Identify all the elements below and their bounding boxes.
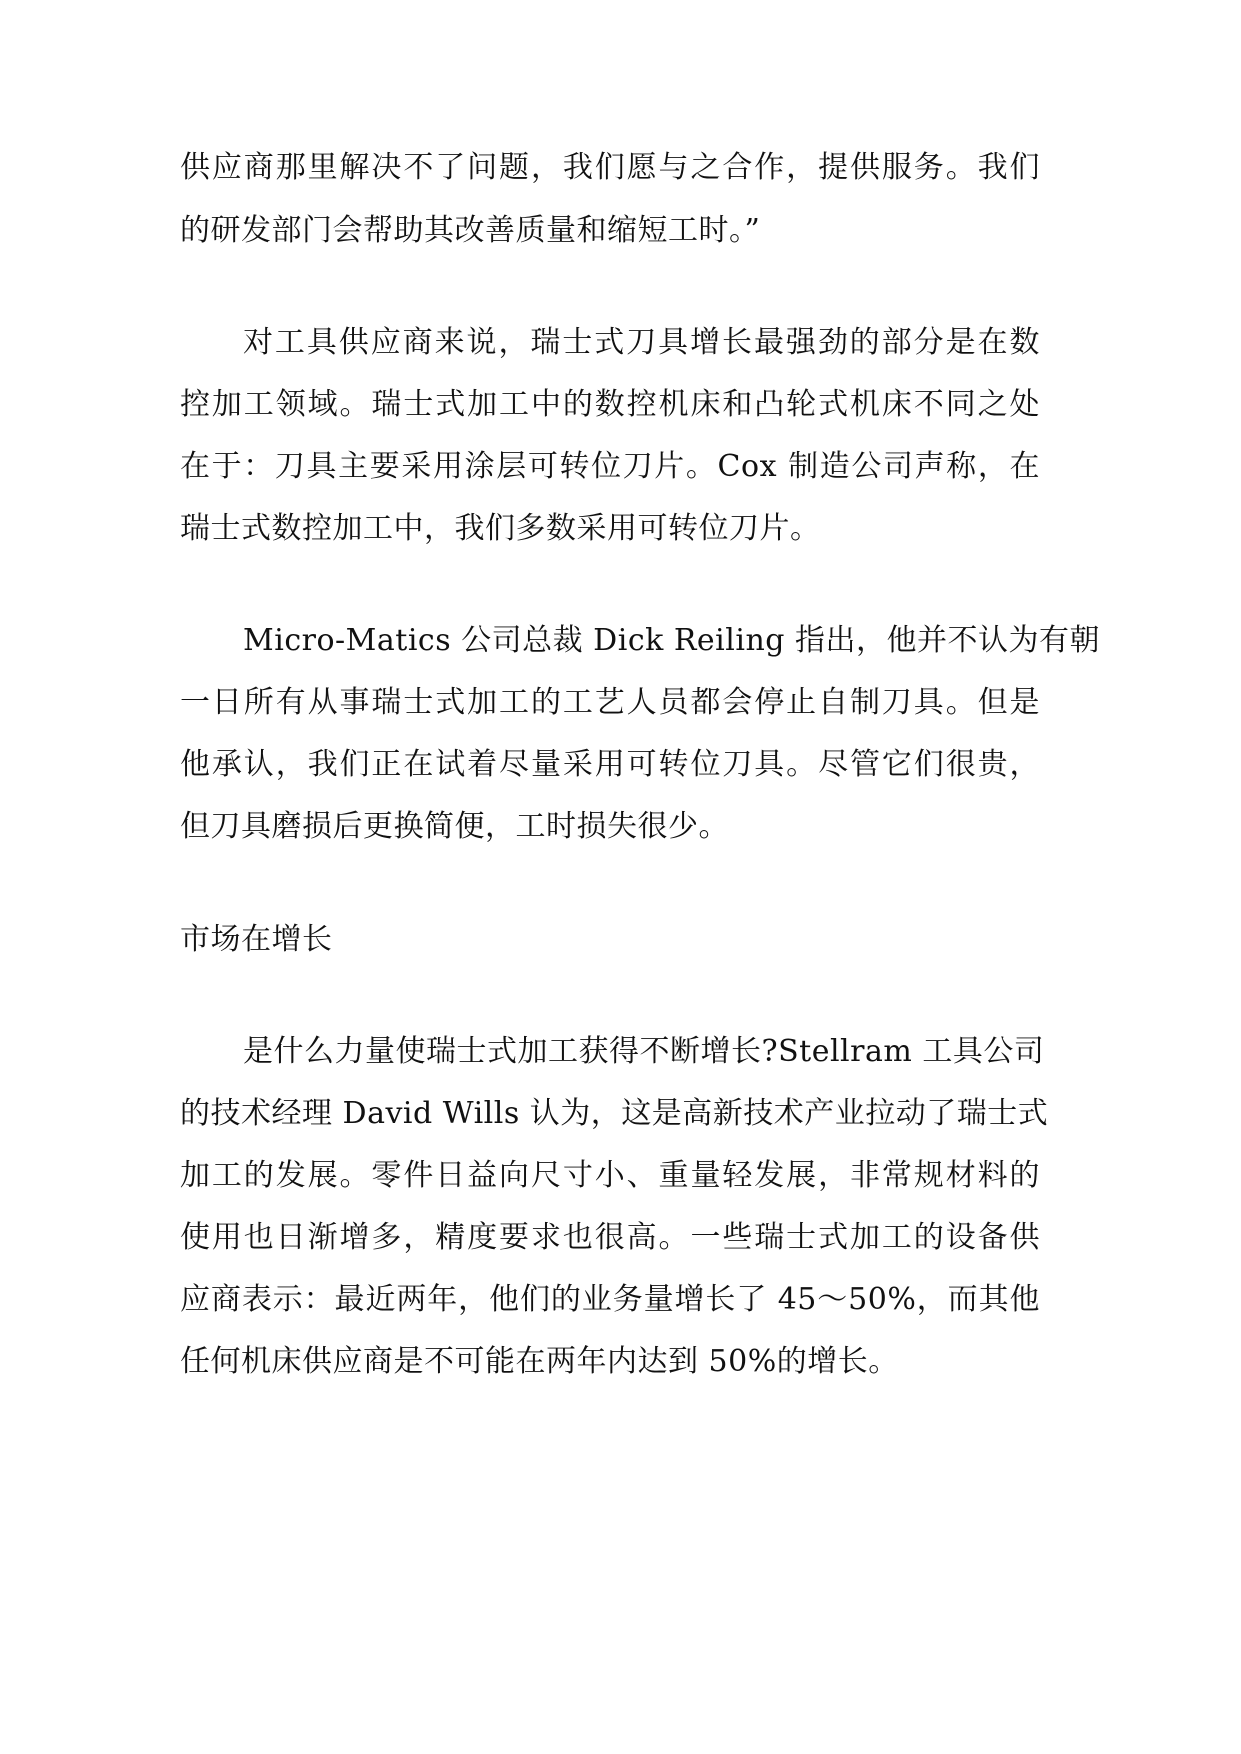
text-line: 是什么力量使瑞士式加工获得不断增长?Stellram 工具公司 <box>243 1034 1045 1069</box>
text-line: 使用也日渐增多，精度要求也很高。一些瑞士式加工的设备供 <box>180 1220 1040 1255</box>
text-line: 对工具供应商来说，瑞士式刀具增长最强劲的部分是在数 <box>243 325 1040 360</box>
section-heading: 市场在增长 <box>180 922 333 957</box>
text-line: 一日所有从事瑞士式加工的工艺人员都会停止自制刀具。但是 <box>180 685 1040 720</box>
text-line: 在于：刀具主要采用涂层可转位刀片。Cox 制造公司声称，在 <box>180 449 1040 484</box>
text-line: 供应商那里解决不了问题，我们愿与之合作，提供服务。我们 <box>180 150 1040 185</box>
text-line: 应商表示：最近两年，他们的业务量增长了 45～50%，而其他 <box>180 1282 1040 1317</box>
text-line: 控加工领域。瑞士式加工中的数控机床和凸轮式机床不同之处 <box>180 387 1040 422</box>
text-line: 他承认，我们正在试着尽量采用可转位刀具。尽管它们很贵， <box>180 747 1040 782</box>
text-line: 瑞士式数控加工中，我们多数采用可转位刀片。 <box>180 511 821 546</box>
text-line: 的技术经理 David Wills 认为，这是高新技术产业拉动了瑞士式 <box>180 1096 1049 1131</box>
text-line: 任何机床供应商是不可能在两年内达到 50%的增长。 <box>180 1344 899 1379</box>
text-line: 但刀具磨损后更换简便，工时损失很少。 <box>180 809 729 844</box>
text-line: 的研发部门会帮助其改善质量和缩短工时。” <box>180 213 761 248</box>
text-line: Micro-Matics 公司总裁 Dick Reiling 指出，他并不认为有朝 <box>243 623 1101 658</box>
text-line: 加工的发展。零件日益向尺寸小、重量轻发展，非常规材料的 <box>180 1158 1040 1193</box>
